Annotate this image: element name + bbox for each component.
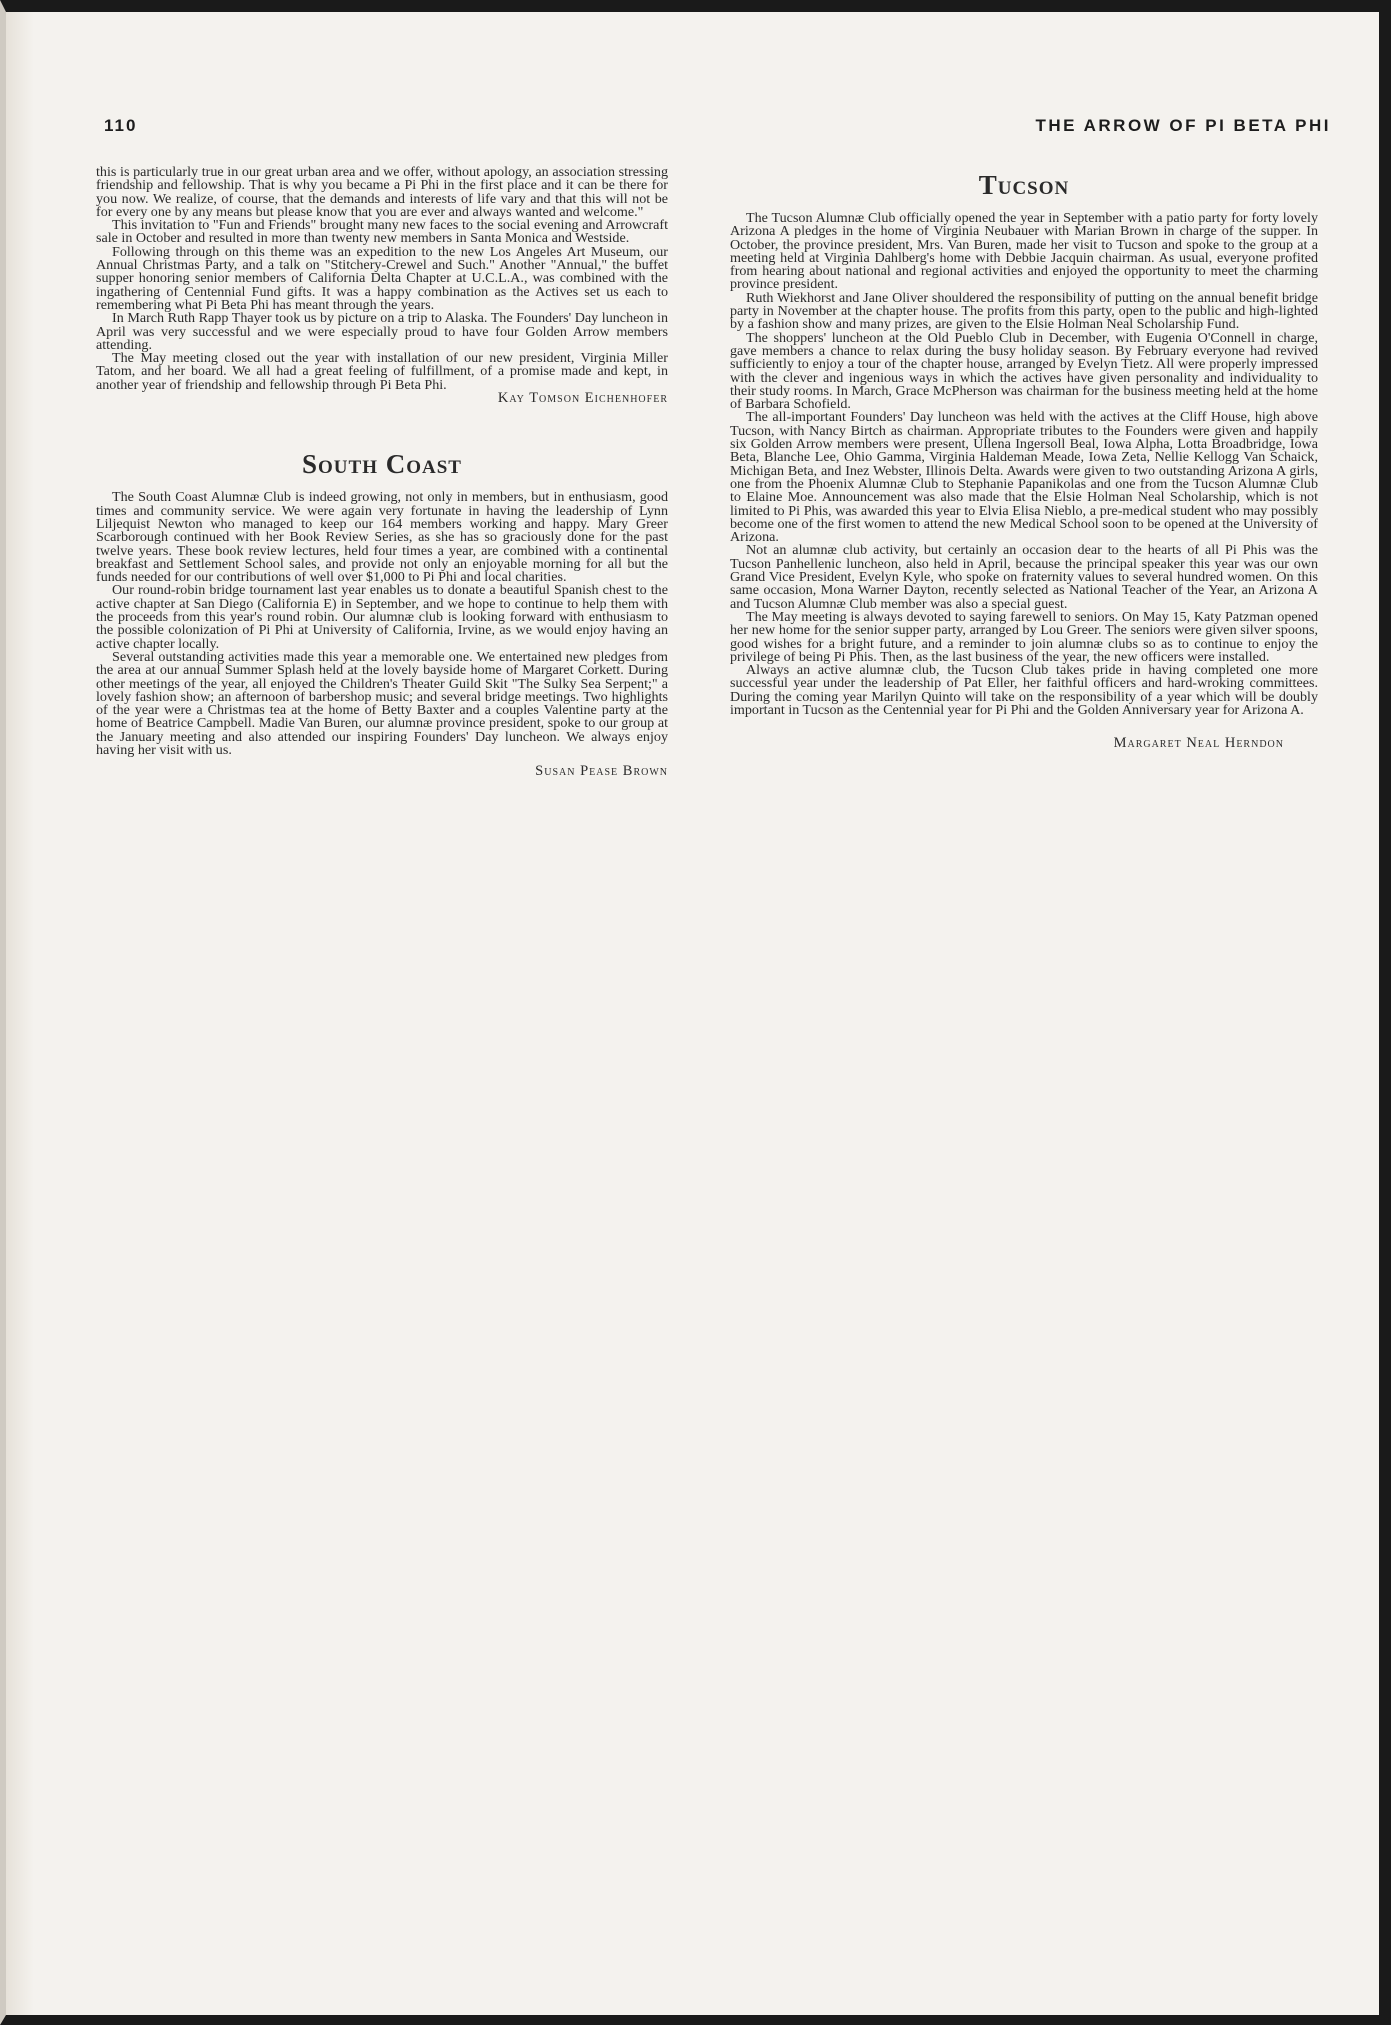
running-title: THE ARROW OF PI BETA PHI <box>1035 116 1331 135</box>
paragraph: this is particularly true in our great urban area and we offer, without apology, an association stressing friendship and fellowship. That is why you became a Pi Phi in the first place and it can be there for you now. We realize, of course, that the demands and interests of life vary and that this will not be for every one by any means but please know that you are ever and always wanted and welcome." <box>96 164 668 220</box>
author-signature: Kay Tomson Eichenhofer <box>497 390 668 407</box>
paragraph: Always an active alumnæ club, the Tucson Club takes pride in having completed one more successful year under the leadership of Pat Eller, her faithful officers and hard-wroking committees. During the coming year Marilyn Quinto will take on the responsibility of a year which will be doubly important in Tucson as the Centennial year for Pi Phi and the Golden Anniversary year for Arizona A. <box>730 662 1318 718</box>
paragraph: In March Ruth Rapp Thayer took us by picture on a trip to Alaska. The Founders' Day luncheon in April was very successful and we were especially proud to have four Golden Arrow members attending. <box>96 310 668 353</box>
paragraph: Following through on this theme was an expedition to the new Los Angeles Art Museum, our Annual Christmas Party, and a talk on "Stitchery-Crewel and Such." Another "Annual," the buffet supper honoring senior members of California Delta Chapter at U.C.L.A., was combined with the ingathering of Centennial Fund gifts. It was a happy combination as the Actives set us each to remembering what Pi Beta Phi has meant through the years. <box>96 243 668 313</box>
paragraph: The all-important Founders' Day luncheon was held with the actives at the Cliff House, high above Tucson, with Nancy Birtch as chairman. Appropriate tributes to the Founders were given and happily six Golden Arrow members were present, Ullena Ingersoll Beal, Iowa Alpha, Lotta Broadbridge, Iowa Beta, Blanche Lee, Ohio Gamma, Virginia Haldeman Meade, Iowa Zeta, Nellie Kellogg Van Schaick, Michigan Beta, and Inez Webster, Illinois Delta. Awards were given to two outstanding Arizona A girls, one from the Phoenix Alumnæ Club to Stephanie Papanikolas and one from the Tucson Alumnæ Club to Elaine Moe. Announcement was also made that the Elsie Holman Neal Scholarship, which is not limited to Pi Phis, was awarded this year to Elvia Elisa Nieblo, a pre-medical student who may possibly become one of the first women to attend the new Medical School soon to be opened at the University of Arizona. <box>730 409 1318 546</box>
section-title-tucson: Tucson <box>978 170 1070 200</box>
page-number: 110 <box>104 116 138 135</box>
paragraph: The May meeting is always devoted to saying farewell to seniors. On May 15, Katy Patzman opened her new home for the senior supper party, arranged by Lou Greer. The seniors were given silver spoons, good wishes for a bright future, and a reminder to join alumnæ clubs so as to continue to enjoy the privilege of being Pi Phis. Then, as the last business of the year, the new officers were installed. <box>730 608 1318 665</box>
right-column <box>730 166 1318 751</box>
paragraph: The shoppers' luncheon at the Old Pueblo Club in December, with Eugenia O'Connell in charge, gave members a chance to relax during the busy holiday season. By February everyone had revived sufficiently to enjoy a tour of the chapter house, arranged by Evelyn Tietz. All were properly impressed with the clever and ingenious ways in which the actives have given personality and individuality to their study rooms. In March, Grace McPherson was chairman for the business meeting held at the home of Barbara Schofield. <box>730 329 1318 413</box>
binding-shadow <box>6 12 34 2015</box>
paragraph: Our round-robin bridge tournament last year enables us to donate a beautiful Spanish chest to the active chapter at San Diego (California E) in September, and we hope to continue to help them with the proceeds from this year's round robin. Our alumnæ club is looking forward with enthusiasm to the possible colonization of Pi Phi at University of California, Irvine, as we would enjoy having an active chapter locally. <box>96 582 668 652</box>
left-column <box>96 166 668 779</box>
paragraph: Several outstanding activities made this year a memorable one. We entertained new pledges from the area at our annual Summer Splash held at the lovely bayside home of Margaret Corkett. During other meetings of the year, all enjoyed the Children's Theater Guild Skit "The Sulky Sea Serpent;" a lovely fashion show; an afternoon of barbershop music; and several bridge meetings. Two highlights of the year were a Christmas tea at the home of Betty Baxter and a couples Valentine party at the home of Beatrice Campbell. Madie Van Buren, our alumnæ province president, spoke to our group at the January meeting and also attended our inspiring Founders' Day luncheon. We always enjoy having her visit with us. <box>96 648 668 758</box>
author-signature: Margaret Neal Herndon <box>1113 735 1284 752</box>
paragraph: Ruth Wiekhorst and Jane Oliver shouldered the responsibility of putting on the annual benefit bridge party in November at the chapter house. The profits from this party, open to the public and high-lighted by a fashion show and many prizes, are given to the Elsie Holman Neal Scholarship Fund. <box>730 289 1318 333</box>
paragraph: The May meeting closed out the year with installation of our new president, Virginia Miller Tatom, and her board. We all had a great feeling of fulfillment, of a promise made and kept, in another year of friendship and fellowship through Pi Beta Phi. <box>96 350 668 393</box>
section-title-south-coast: South Coast <box>302 449 462 480</box>
paragraph: The Tucson Alumnæ Club officially opened the year in September with a patio party for forty lovely Arizona A pledges in the home of Virginia Neubauer with Marian Brown in charge of the supper. In October, the province president, Mrs. Van Buren, made her visit to Tucson and spoke to the group at a meeting held at Virginia Dahlberg's home with Debbie Jacquin chairman. As usual, everyone profited from hearing about national and regional activities and enjoyed the opportunity to meet the charming province president. <box>730 210 1318 293</box>
author-signature: Susan Pease Brown <box>535 763 668 780</box>
paragraph: This invitation to "Fun and Friends" brought many new faces to the social evening and Arrowcraft sale in October and resulted in more than twenty new members in Santa Monica and Westside. <box>96 217 668 247</box>
paragraph: Not an alumnæ club activity, but certainly an occasion dear to the hearts of all Pi Phis was the Tucson Panhellenic luncheon, also held in April, because the principal speaker this year was our own Grand Vice President, Evelyn Kyle, who spoke on fraternity values to several hundred women. On this same occasion, Mona Warner Dayton, recently selected as National Teacher of the Year, an Arizona A and Tucson Alumnæ Club member was also a special guest. <box>730 542 1318 612</box>
paragraph: The South Coast Alumnæ Club is indeed growing, not only in members, but in enthusiasm, good times and community service. We were again very fortunate in having the leadership of Lynn Liljequist Newton who managed to keep our 164 members working and happy. Mary Greer Scarborough continued with her Book Review Series, as she has so graciously done for the past twelve years. These book review lectures, held four times a year, are combined with a continental breakfast and Settlement School sales, and provide not only an enjoyable morning for all but the funds needed for our contributions of well over $1,000 to Pi Phi and local charities. <box>96 489 668 586</box>
